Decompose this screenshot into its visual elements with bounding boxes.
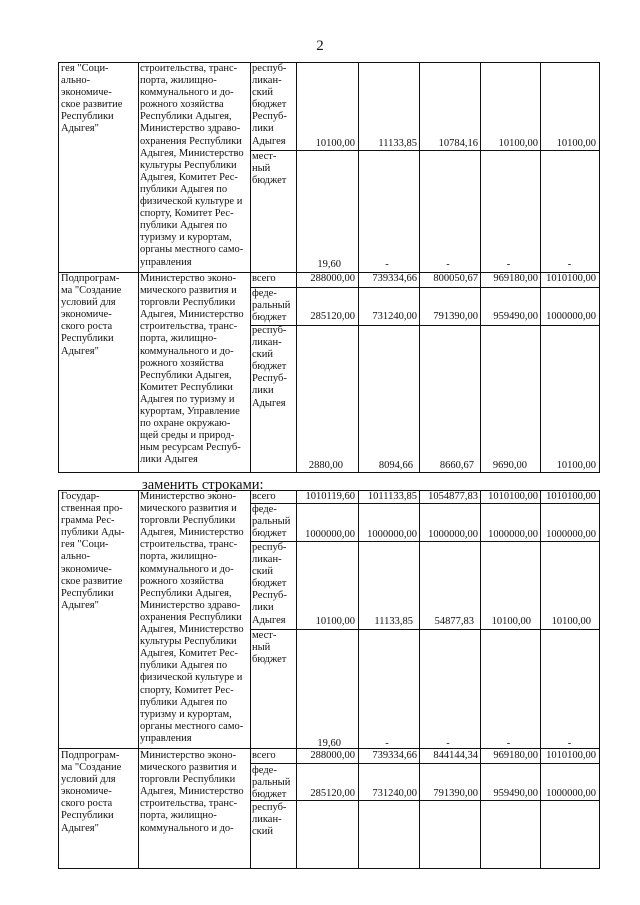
value-cell: 1010100,00 — [546, 491, 596, 502]
value-cell: 959490,00 — [493, 788, 538, 799]
value-cell: 844144,34 — [433, 750, 478, 761]
value-cell: 1000000,00 — [428, 529, 478, 540]
executor-text: Министерство эконо- мического развития и торговли Республики Адыгея, Министерство строительства, транс- порта, жилищно- коммунального и до- — [140, 750, 244, 834]
value-cell: 10100,00 — [556, 460, 596, 471]
value-cell: 10784,16 — [438, 138, 478, 149]
source-federal: феде- ральный бюджет — [252, 765, 291, 801]
source-local: мест- ный бюджет — [252, 630, 287, 666]
source-local: мест- ный бюджет — [252, 151, 287, 187]
value-cell: 1000000,00 — [546, 529, 596, 540]
value-cell: 791390,00 — [433, 788, 478, 799]
value-cell: 1010119,60 — [305, 491, 355, 502]
value-cell: 2880,00 — [308, 460, 343, 471]
value-cell: 19,60 — [317, 259, 341, 270]
value-cell: 959490,00 — [493, 311, 538, 322]
value-cell: 10100,00 — [556, 138, 596, 149]
value-cell: 10100,00 — [315, 138, 355, 149]
value-cell: 1000000,00 — [367, 529, 417, 540]
source-republican: респуб- ликан- ский — [252, 802, 287, 838]
value-cell: 731240,00 — [372, 788, 417, 799]
value-cell: 285120,00 — [310, 311, 355, 322]
value-cell: - — [446, 259, 450, 270]
value-cell: 11133,85 — [378, 138, 417, 149]
source-republican: респуб- ликан- ский бюджет Респуб- лики Адыгея — [252, 542, 287, 626]
program-name: гея "Соци- ально- экономиче- ское развитие Республики Адыгея" — [61, 63, 123, 135]
executor-text: Министерство эконо- мического развития и торговли Республики Адыгея, Министерство строительства, транс- порта, жилищно- коммунального и до- рожного хозяйства Республики Адыгея, Комитет Республики Адыгея по туризму и курортам, Управление по охране окружаю- щей среды и природ- ным ресурсам Респуб- лики Адыгея — [140, 273, 244, 466]
value-cell: - — [567, 259, 572, 270]
value-cell: 285120,00 — [310, 788, 355, 799]
value-cell: 9690,00 — [492, 460, 527, 471]
program-name: Государ- ственная про- грамма Рес- публики Ады- гея "Соци- ально- экономиче- ское развитие Республики Адыгея" — [61, 491, 125, 611]
source-total: всего — [252, 273, 276, 284]
subprogram-name: Подпрограм- ма "Создание условий для экономиче- ского роста Республики Адыгея" — [61, 273, 122, 357]
value-cell: - — [567, 738, 572, 749]
value-cell: - — [385, 259, 389, 270]
value-cell: 731240,00 — [372, 311, 417, 322]
value-cell: 739334,66 — [372, 750, 417, 761]
value-cell: 10100,00 — [551, 616, 591, 627]
value-cell: 1010100,00 — [488, 491, 538, 502]
value-cell: 800050,67 — [433, 273, 478, 284]
value-cell: 19,60 — [317, 738, 341, 749]
page-number: 2 — [316, 38, 324, 54]
value-cell: 288000,00 — [310, 273, 355, 284]
value-cell: 1010100,00 — [546, 273, 596, 284]
source-republican: респуб- ликан- ский бюджет Респуб- лики Адыгея — [252, 325, 287, 409]
value-cell: 54877,83 — [434, 616, 474, 627]
value-cell: 8660,67 — [439, 460, 474, 471]
value-cell: 969180,00 — [493, 750, 538, 761]
value-cell: 10100,00 — [315, 616, 355, 627]
executor-text: строительства, транс- порта, жилищно- коммунального и до- рожного хозяйства Республики Адыгея, Министерство здраво- охранения Республики Адыгея, Министерство культуры Республики Адыгея, Комитет Рес- публики Адыгея по физической культуре и спорту, Комитет Рес- публики Адыгея по туризму и курортам, органы местного само- управления — [140, 63, 244, 268]
source-federal: феде- ральный бюджет — [252, 504, 291, 540]
value-cell: 1000000,00 — [305, 529, 355, 540]
source-total: всего — [252, 750, 276, 761]
value-cell: - — [506, 738, 511, 749]
subprogram-name: Подпрограм- ма "Создание условий для экономиче- ского роста Республики Адыгея" — [61, 750, 122, 834]
value-cell: 288000,00 — [310, 750, 355, 761]
source-republican: респуб- ликан- ский бюджет Респуб- лики Адыгея — [252, 63, 287, 147]
value-cell: 791390,00 — [433, 311, 478, 322]
value-cell: 8094,66 — [378, 460, 413, 471]
value-cell: 739334,66 — [372, 273, 417, 284]
value-cell: 1000000,00 — [546, 788, 596, 799]
value-cell: - — [446, 738, 450, 749]
value-cell: - — [385, 738, 389, 749]
value-cell: 1000000,00 — [488, 529, 538, 540]
replace-heading: заменить строками: — [142, 477, 264, 493]
value-cell: - — [506, 259, 511, 270]
value-cell: 969180,00 — [493, 273, 538, 284]
source-total: всего — [252, 491, 276, 502]
value-cell: 11133,85 — [374, 616, 413, 627]
value-cell: 10100,00 — [491, 616, 531, 627]
executor-text: Министерство эконо- мического развития и торговли Республики Адыгея, Министерство строительства, транс- порта, жилищно- коммунального и до- рожного хозяйства Республики Адыгея, Министерство здраво- охранения Республики Адыгея, Министерство культуры Республики Адыгея, Комитет Рес- публики Адыгея по физической культуре и спорту, Комитет Рес- публики Адыгея по туризму и курортам, органы местного само- управления — [140, 491, 244, 744]
value-cell: 1010100,00 — [546, 750, 596, 761]
value-cell: 1011133,85 — [367, 491, 417, 502]
value-cell: 10100,00 — [498, 138, 538, 149]
source-federal: феде- ральный бюджет — [252, 288, 291, 324]
value-cell: 1054877,83 — [428, 491, 478, 502]
value-cell: 1000000,00 — [546, 311, 596, 322]
